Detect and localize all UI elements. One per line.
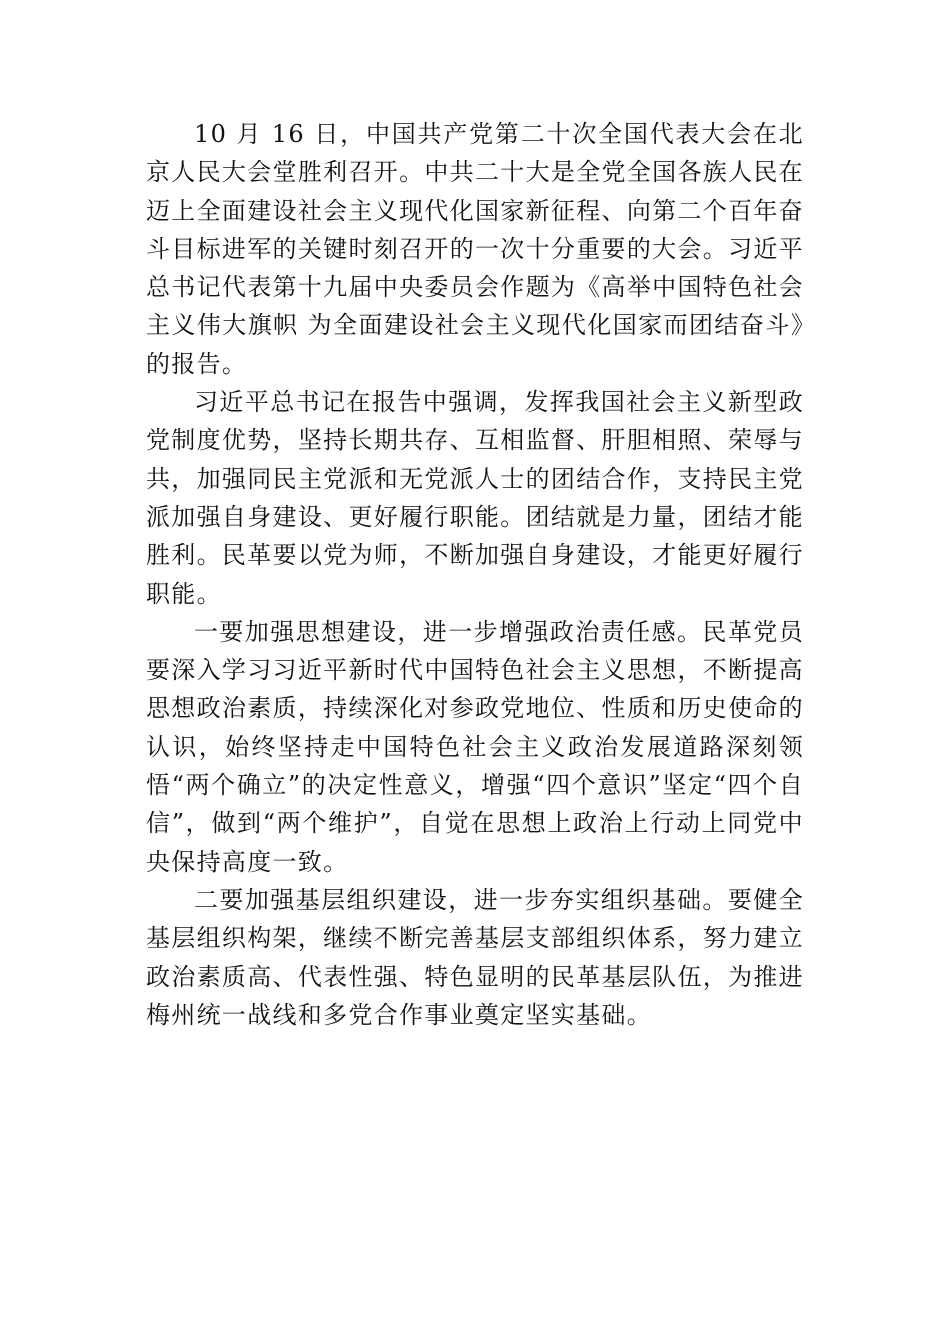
paragraph-1: 10 月 16 日，中国共产党第二十次全国代表大会在北京人民大会堂胜利召开。中共二十大是全党全国各族人民在迈上全面建设社会主义现代化国家新征程、向第二个百年奋斗目标进军的关键时刻召开的一次十分重要的大会。习近平总书记代表第十九届中央委员会作题为《高举中国特色社会主义伟大旗帜 为全面建设社会主义现代化国家而团结奋斗》的报告。: [146, 120, 804, 378]
paragraph-3: 一要加强思想建设，进一步增强政治责任感。民革党员要深入学习习近平新时代中国特色社会主义思想，不断提高思想政治素质，持续深化对参政党地位、性质和历史使命的认识，始终坚持走中国特色社会主义政治发展道路深刻领悟“两个确立”的决定性意义，增强“四个意识”坚定“四个自信”，做到“两个维护”，自觉在思想上政治上行动上同党中央保持高度一致。: [146, 617, 804, 876]
paragraph-2: 习近平总书记在报告中强调，发挥我国社会主义新型政党制度优势，坚持长期共存、互相监督、肝胆相照、荣辱与共，加强同民主党派和无党派人士的团结合作，支持民主党派加强自身建设、更好履行职能。团结就是力量，团结才能胜利。民革要以党为师，不断加强自身建设，才能更好履行职能。: [146, 388, 804, 608]
document-body: [146, 115, 804, 1034]
paragraph-4: 二要加强基层组织建设，进一步夯实组织基础。要健全基层组织构架，继续不断完善基层支部组织体系，努力建立政治素质高、代表性强、特色显明的民革基层队伍，为推进梅州统一战线和多党合作事业奠定坚实基础。: [146, 885, 804, 1029]
